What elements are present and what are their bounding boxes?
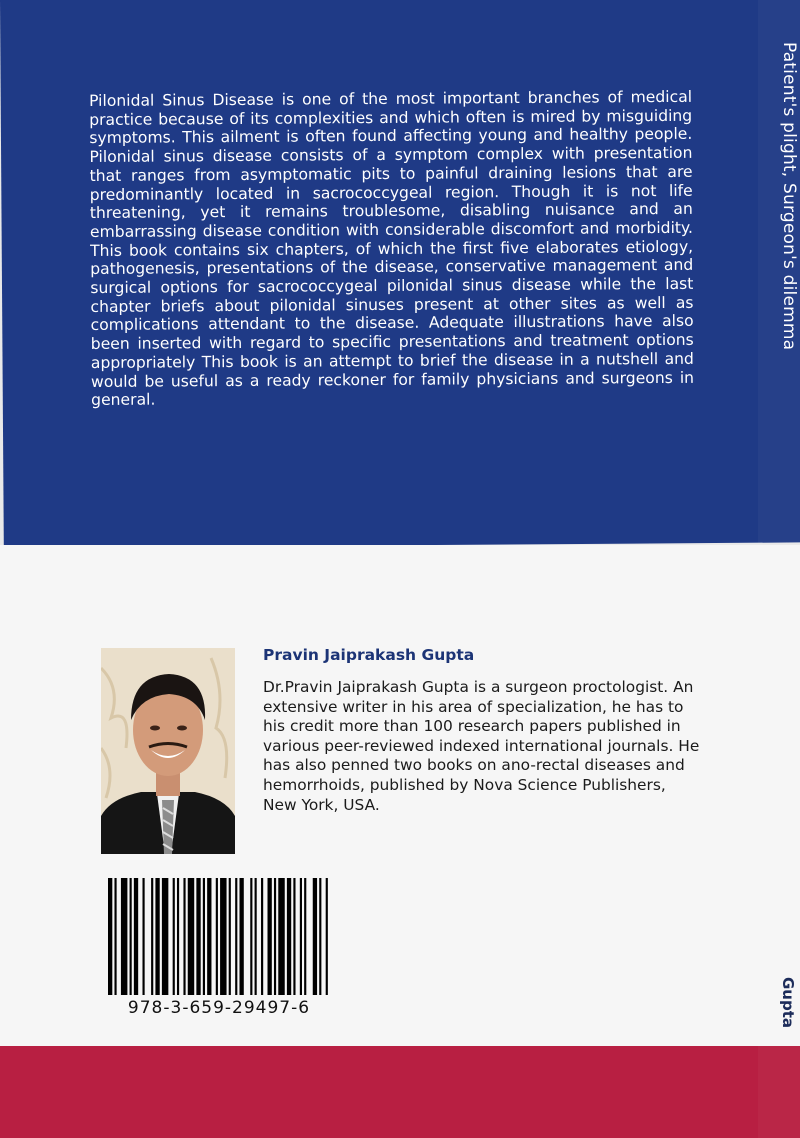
barcode-bar xyxy=(300,878,302,995)
barcode-bar xyxy=(268,878,272,995)
author-name: Pravin Jaiprakash Gupta xyxy=(263,646,475,664)
barcode-bar xyxy=(326,878,328,995)
barcode-bar xyxy=(304,878,306,995)
barcode-bar xyxy=(313,878,317,995)
barcode-bar xyxy=(130,878,132,995)
barcode-bar xyxy=(274,878,276,995)
barcode-bar xyxy=(142,878,144,995)
book-description: Pilonidal Sinus Disease is one of the most important branches of medical practice because of its complexities and which often is mired by misguiding symptoms. This ailment is often found affecting young and healthy people. Pilonidal sinus disease consists of a symptom complex with presentation that ranges from asymptomatic pits to painful draining lesions that are predominantly located in sacrococcygeal region. Though it is not life threatening, yet it remains troublesome, disabling nuisance and an embarrassing disease condition with considerable discomfort and morbidity. This book contains six chapters, of which the first five elaborates etiology, pathogenesis, presentations of the disease, conservative management and surgical options for sacrococcygeal pilonidal sinus disease while the last chapter briefs about pilonidal sinuses present at other sites as well as complications attendant to the disease. Adequate illustrations have also been inserted with regard to specific presentations and treatment options appropriately This book is an attempt to brief the disease in a nutshell and would be useful as a ready reckoner for family physicians and surgeons in general. xyxy=(89,87,695,410)
barcode-bar xyxy=(177,878,179,995)
barcode-bar xyxy=(229,878,231,995)
author-portrait-image xyxy=(101,648,235,854)
barcode-bar xyxy=(207,878,211,995)
isbn-barcode xyxy=(108,878,330,995)
barcode-bar xyxy=(293,878,295,995)
barcode-bar xyxy=(261,878,263,995)
barcode-bar xyxy=(235,878,237,995)
barcode-bar xyxy=(220,878,226,995)
barcode-bar xyxy=(162,878,168,995)
barcode-bar xyxy=(239,878,243,995)
author-photo xyxy=(101,648,235,854)
barcode-bar xyxy=(250,878,252,995)
barcode-bar xyxy=(114,878,116,995)
barcode-bar xyxy=(278,878,284,995)
barcode-bar xyxy=(255,878,257,995)
author-biography: Dr.Pravin Jaiprakash Gupta is a surgeon proctologist. An extensive writer in his area of specialization, he has to his credit more than 100 research papers published in various peer-reviewed indexed international journals. He has also penned two books on ano-rectal diseases and hemorrhoids, published by Nova Science Publishers, New York, USA. xyxy=(263,678,700,814)
barcode-bar xyxy=(287,878,291,995)
barcode-bar xyxy=(173,878,175,995)
barcode-bar xyxy=(151,878,153,995)
barcode-bar xyxy=(183,878,185,995)
bottom-red-band xyxy=(0,1046,800,1138)
barcode-bar xyxy=(319,878,321,995)
barcode-bar xyxy=(216,878,218,995)
isbn-number: 978-3-659-29497-6 xyxy=(127,998,311,1018)
barcode-bar xyxy=(108,878,112,995)
barcode-bar xyxy=(155,878,159,995)
barcode-bar xyxy=(121,878,127,995)
barcode-bar xyxy=(203,878,205,995)
barcode-bar xyxy=(188,878,194,995)
barcode-bar xyxy=(134,878,138,995)
spine-author: Gupta xyxy=(779,977,797,1029)
spine-title: Patient's plight, Surgeon's dilemma xyxy=(779,42,799,351)
barcode-bar xyxy=(196,878,200,995)
